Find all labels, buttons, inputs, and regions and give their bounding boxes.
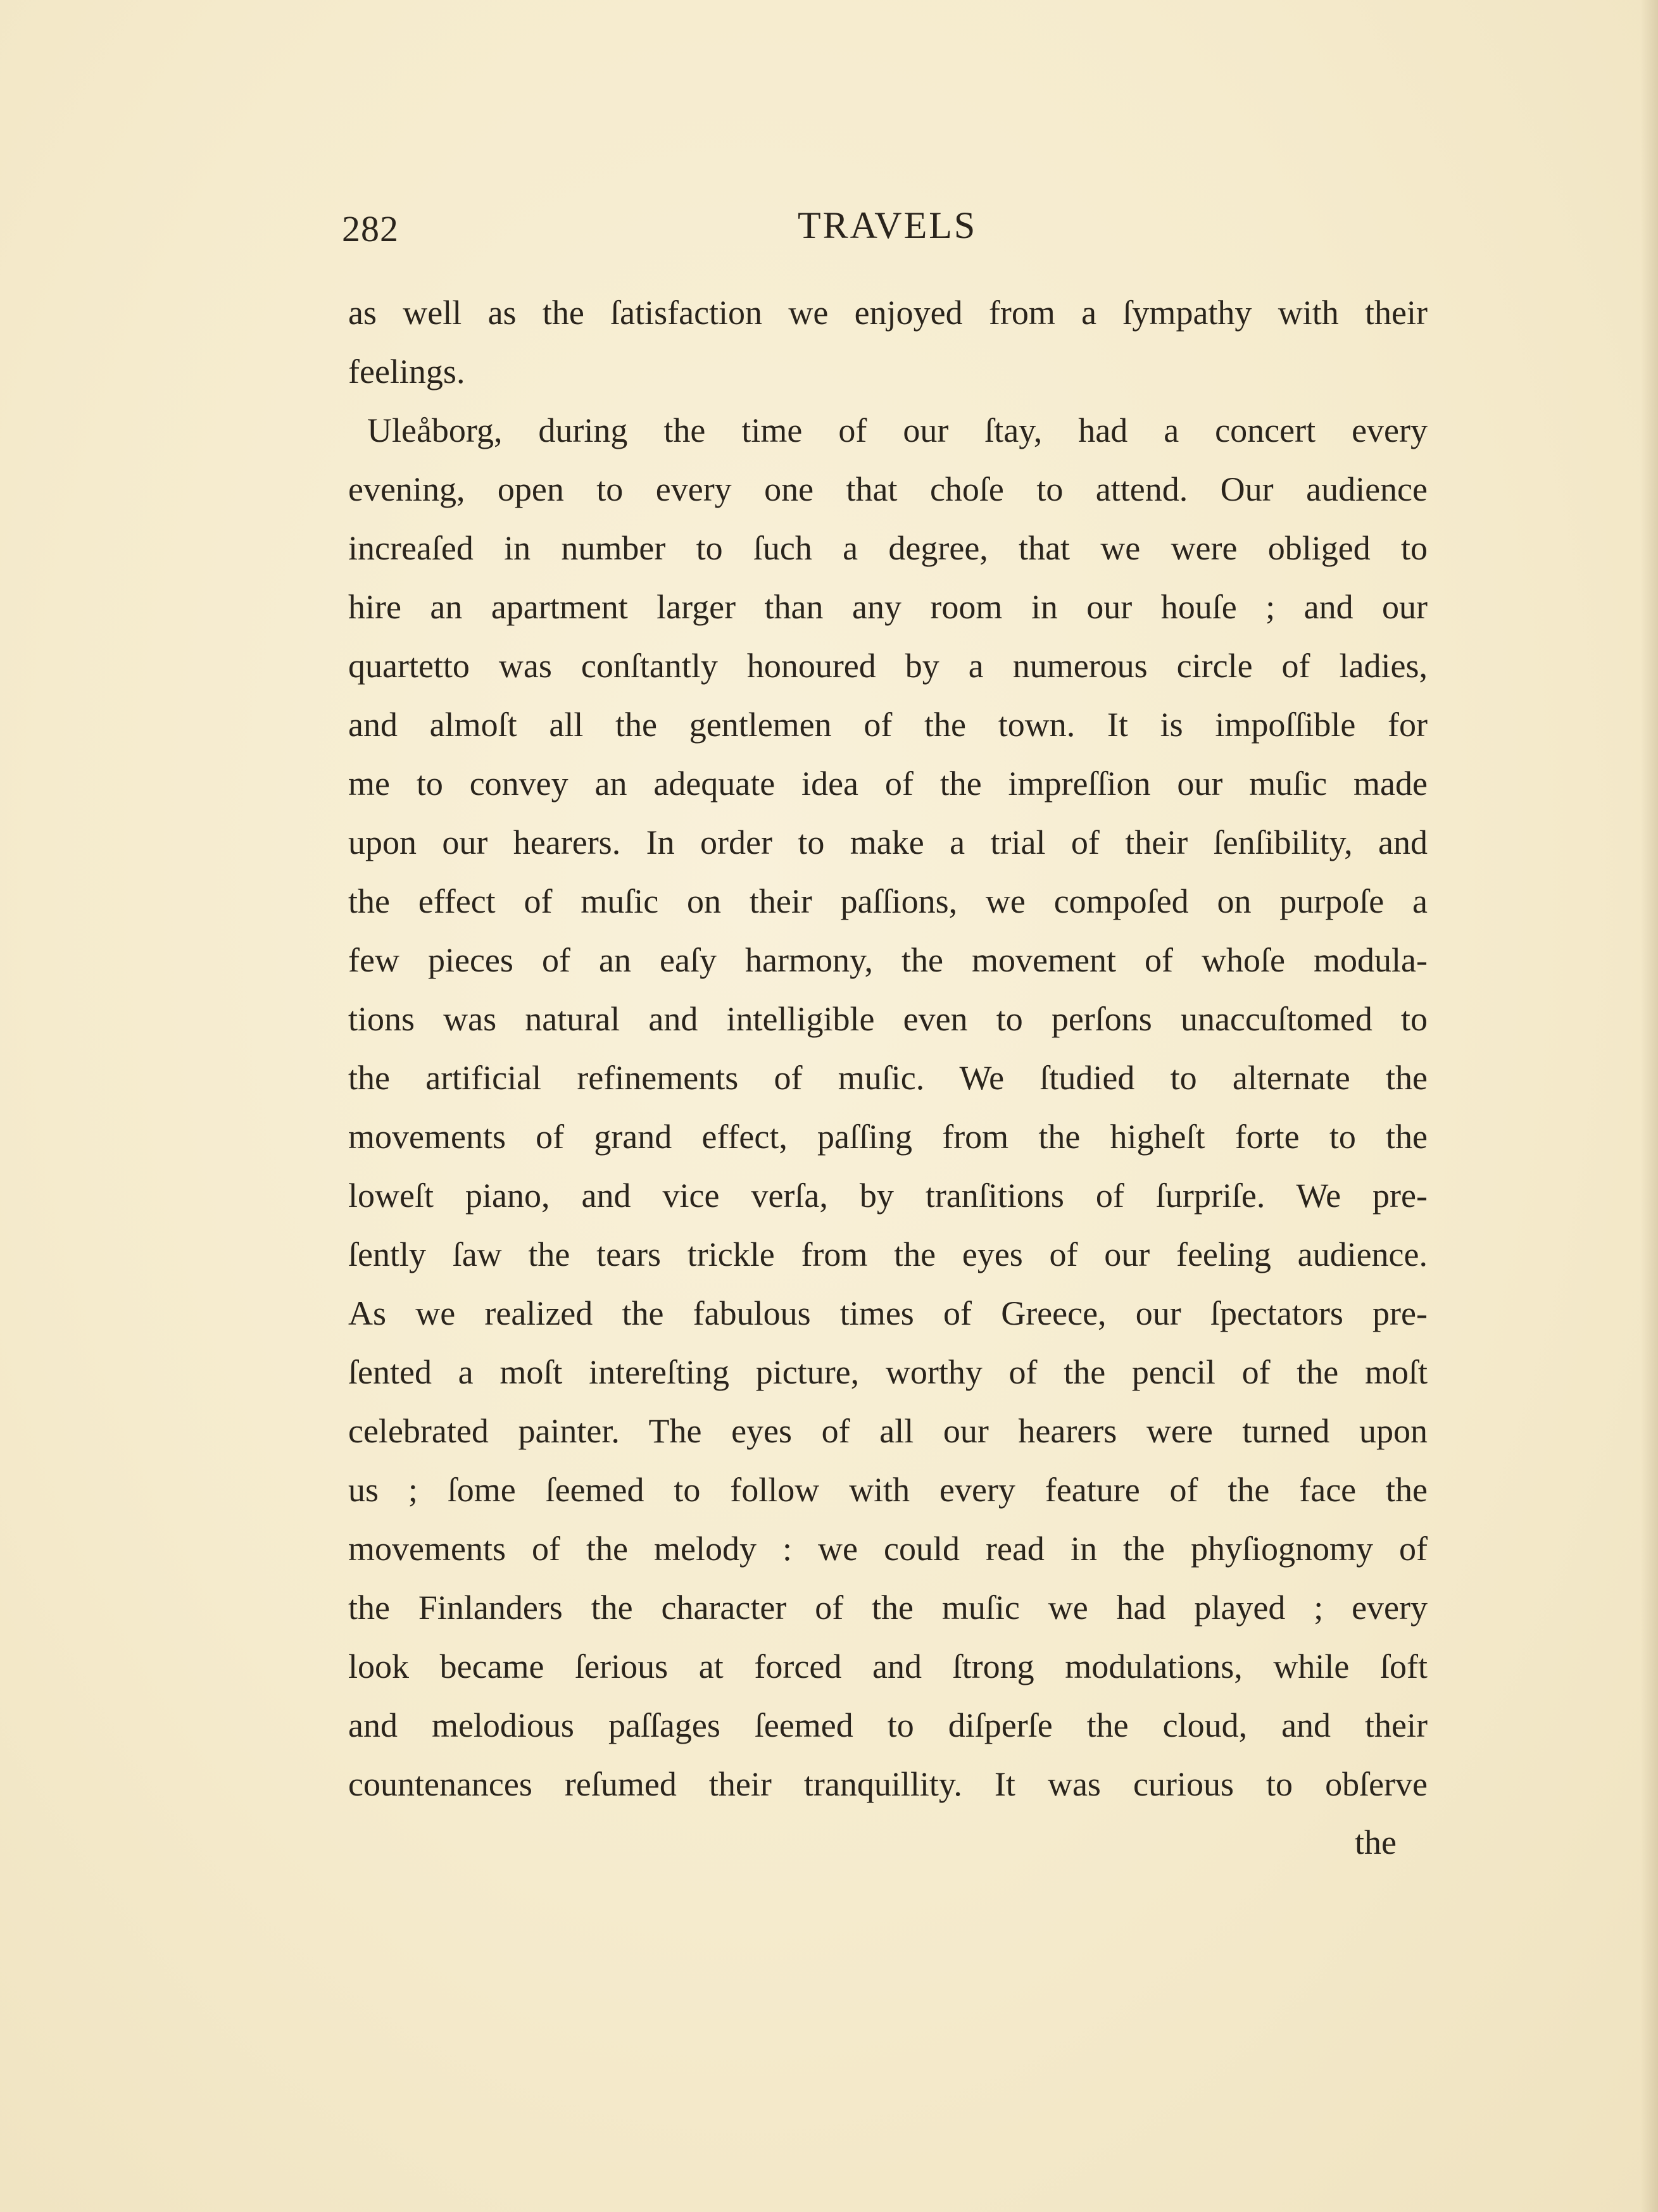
- text-line: quartetto was conſtantly honoured by a numerous circle of ladies,: [348, 647, 1428, 685]
- text-line: Uleåborg, during the time of our ſtay, had a concert every: [367, 411, 1428, 449]
- catchword: the: [1355, 1823, 1397, 1861]
- text-line: movements of grand effect, paſſing from the higheſt forte to the: [348, 1118, 1428, 1156]
- text-line: and almoſt all the gentlemen of the town. It is impoſſible for: [348, 706, 1428, 744]
- page-edge-shadow: [1640, 0, 1658, 2212]
- text-line: loweſt piano, and vice verſa, by tranſitions of ſurpriſe. We pre-: [348, 1177, 1428, 1215]
- text-line: countenances reſumed their tranquillity. It was curious to obſerve: [348, 1765, 1428, 1803]
- text-line: upon our hearers. In order to make a trial of their ſenſibility, and: [348, 823, 1428, 861]
- text-line: few pieces of an eaſy harmony, the movement of whoſe modula-: [348, 941, 1428, 979]
- text-line: As we realized the fabulous times of Greece, our ſpectators pre-: [348, 1294, 1428, 1332]
- text-line: movements of the melody : we could read in the phyſiognomy of: [348, 1530, 1428, 1568]
- text-line: the artificial refinements of muſic. We ſtudied to alternate the: [348, 1059, 1428, 1097]
- text-line: look became ſerious at forced and ſtrong modulations, while ſoft: [348, 1647, 1428, 1685]
- text-line: ſently ſaw the tears trickle from the eyes of our feeling audience.: [348, 1235, 1428, 1273]
- text-line: tions was natural and intelligible even to perſons unaccuſtomed to: [348, 1000, 1428, 1038]
- text-line: us ; ſome ſeemed to follow with every feature of the face the: [348, 1471, 1428, 1509]
- running-head: [342, 204, 1431, 261]
- text-line: ſented a moſt intereſting picture, worthy of the pencil of the moſt: [348, 1353, 1428, 1391]
- running-head-title: TRAVELS: [798, 204, 977, 246]
- text-line: and melodious paſſages ſeemed to diſperſe the cloud, and their: [348, 1706, 1428, 1744]
- text-line: the Finlanders the character of the muſic we had played ; every: [348, 1589, 1428, 1627]
- page-number: 282: [342, 208, 399, 249]
- text-line: me to convey an adequate idea of the impreſſion our muſic made: [348, 765, 1428, 803]
- text-line: as well as the ſatisfaction we enjoyed from a ſympathy with their: [348, 294, 1428, 332]
- text-line: evening, open to every one that choſe to attend. Our audience: [348, 470, 1428, 508]
- text-line: the effect of muſic on their paſſions, we compoſed on purpoſe a: [348, 882, 1428, 920]
- text-line: increaſed in number to ſuch a degree, that we were obliged to: [348, 529, 1428, 567]
- text-line: hire an apartment larger than any room in our houſe ; and our: [348, 588, 1428, 626]
- body-text: [348, 284, 1428, 1814]
- text-line: celebrated painter. The eyes of all our hearers were turned upon: [348, 1412, 1428, 1450]
- text-line: feelings.: [348, 353, 465, 391]
